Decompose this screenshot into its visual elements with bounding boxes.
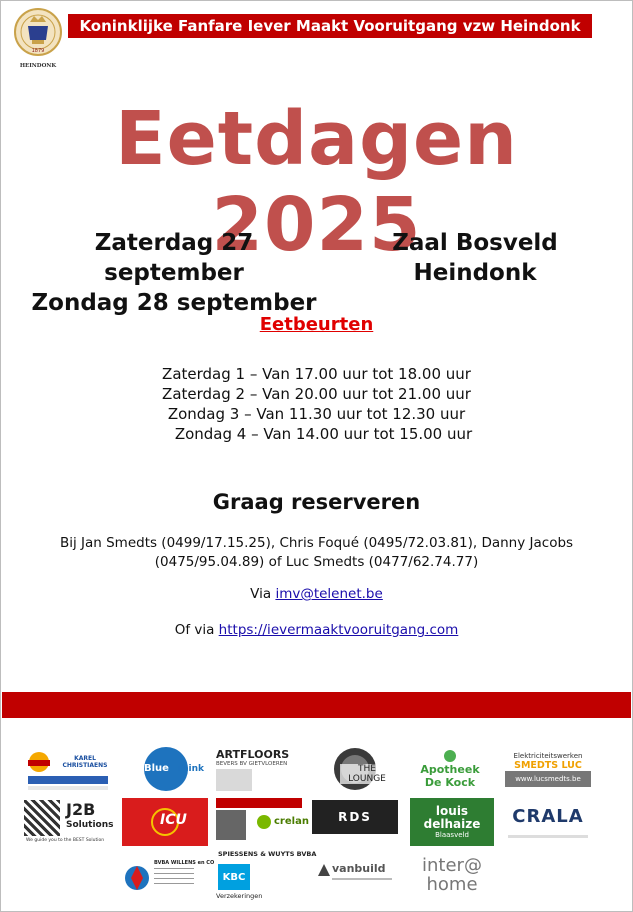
sponsor-vanbuild	[318, 858, 396, 890]
karel-logo-icon	[24, 750, 54, 774]
sponsor-karel-christiaens	[24, 746, 112, 794]
artfloors-sub: BEVERS BV GIETVLOEREN	[216, 760, 288, 767]
j2b-name: J2B	[66, 800, 96, 819]
slot-item: Zondag 4 – Van 14.00 uur tot 15.00 uur	[174, 425, 473, 443]
willens-logo-icon	[122, 858, 152, 898]
apotheek-name2: De Kock	[424, 776, 476, 789]
bluethink-word1: Blue	[144, 763, 169, 774]
eetbeurten-heading: Eetbeurten	[259, 314, 374, 335]
crala-label: CRALA	[512, 806, 584, 827]
smedts-name: SMEDTS LUC	[514, 759, 582, 771]
interhome-word2: home	[426, 874, 478, 895]
event-dates	[24, 228, 324, 318]
vanbuild-label: vanbuild	[332, 862, 386, 875]
website-link[interactable]: https://ievermaaktvooruitgang.com	[218, 622, 459, 638]
interhome-word1: inter@	[422, 855, 482, 876]
delhaize-sub: Blaasveld	[435, 831, 469, 839]
sponsor-j2b-solutions	[24, 798, 112, 846]
smedts-url: www.lucsmedts.be	[515, 774, 581, 783]
fanfare-logo	[12, 4, 64, 70]
sponsor-rds	[312, 800, 398, 834]
sponsor-kbc-spiessens	[216, 850, 317, 902]
sponsor-apotheek-de-kock	[410, 744, 490, 794]
willens-label: BVBA WILLENS en CO	[154, 860, 215, 866]
header-bar	[68, 14, 592, 38]
logo-town: HEINDONK	[19, 63, 57, 69]
header-title: Koninklijke Fanfare Iever Maakt Vooruitgang vzw Heindonk	[79, 17, 581, 35]
j2b-sub: Solutions	[66, 820, 114, 830]
sponsor-crala	[504, 798, 592, 846]
slot-item: Zondag 3 – Van 11.30 uur tot 12.30 uur	[167, 405, 466, 423]
event-title: Eetdagen 2025	[115, 96, 518, 268]
event-venue	[385, 228, 565, 288]
date-sunday: Zondag 28 september	[31, 290, 317, 316]
via-email	[0, 586, 633, 602]
crelan-label: crelan	[274, 816, 309, 827]
artfloors-name: ARTFLOORS	[216, 747, 290, 761]
bluethink-word2: Think	[176, 764, 205, 774]
slot-item: Zaterdag 2 – Van 20.00 uur tot 21.00 uur	[162, 385, 471, 403]
spiessens-label: SPIESSENS & WUYTS BVBA	[218, 850, 317, 858]
via-prefix: Via	[250, 586, 272, 602]
logo-year: 1879	[31, 48, 45, 54]
kbc-sub: Verzekeringen	[216, 892, 263, 900]
reservation-contacts	[40, 534, 593, 572]
footer-band	[2, 692, 631, 718]
eetbeurten-list	[0, 364, 633, 444]
j2b-tagline: We guide you to the BEST Solution	[26, 838, 105, 843]
sponsor-the-lounge	[316, 746, 394, 792]
lounge-label: THE LOUNGE	[340, 764, 394, 784]
rds-label: RDS	[338, 810, 372, 824]
venue-hall: Zaal Bosveld	[392, 230, 558, 256]
sponsor-crelan	[216, 798, 309, 846]
smedts-sub: Elektriciteitswerken	[513, 751, 583, 760]
slot-item: Zaterdag 1 – Van 17.00 uur tot 18.00 uur	[162, 365, 471, 383]
sponsor-icu	[122, 798, 208, 846]
icu-label: ICU	[160, 812, 187, 828]
sponsor-smedts-luc	[504, 744, 592, 794]
via-website	[0, 622, 633, 638]
delhaize-name2: delhaize	[423, 817, 481, 831]
vanbuild-logo-icon	[318, 864, 330, 876]
sponsor-interhome	[412, 852, 492, 898]
crelan-leaf-icon	[256, 814, 272, 830]
email-link[interactable]: imv@telenet.be	[275, 586, 383, 602]
apotheek-cross-icon	[437, 749, 463, 763]
delhaize-name1: louis	[435, 804, 469, 818]
sponsor-willens	[122, 856, 215, 900]
reservation-heading: Graag reserveren	[212, 490, 421, 514]
apotheek-name1: Apotheek	[420, 763, 480, 776]
sponsor-artfloors	[216, 744, 302, 794]
sponsor-bluethink	[126, 744, 206, 794]
venue-town: Heindonk	[413, 260, 537, 286]
karel-label: KAREL CHRISTIAENS	[62, 755, 108, 769]
ofvia-prefix: Of via	[174, 622, 215, 638]
contacts-line: Bij Jan Smedts (0499/17.15.25), Chris Foqué (0495/72.03.81), Danny Jacobs	[59, 535, 574, 551]
sponsor-louis-delhaize	[410, 798, 494, 846]
date-saturday: Zaterdag 27 september	[94, 230, 254, 286]
kbc-label: KBC	[222, 871, 246, 883]
contacts-line: (0475/95.04.89) of Luc Smedts (0477/62.74.77)	[154, 554, 479, 570]
